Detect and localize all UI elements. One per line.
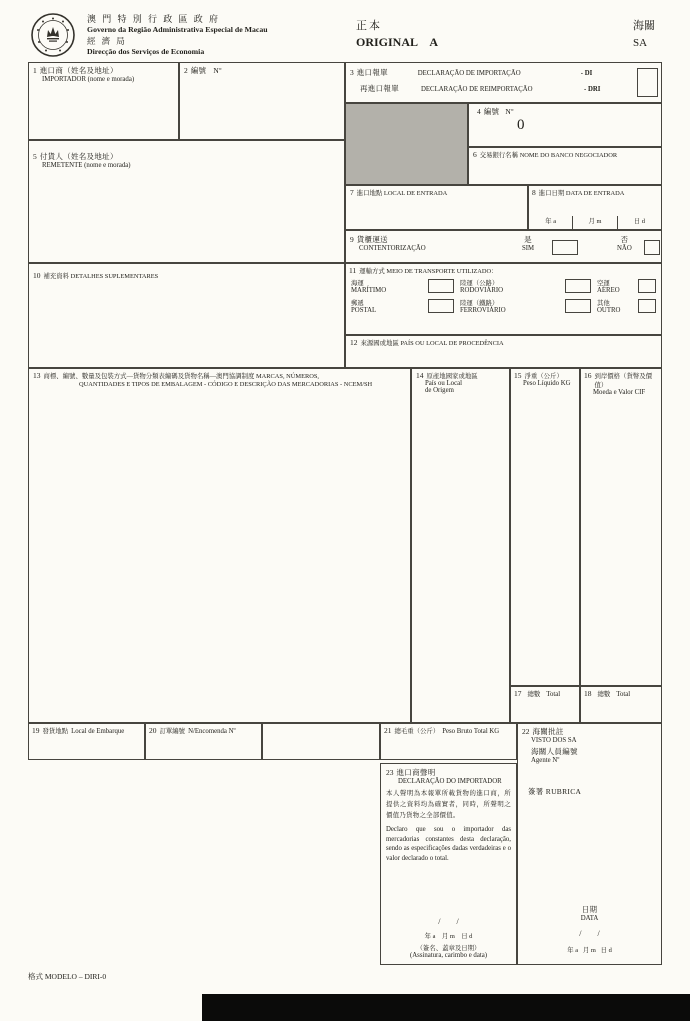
field-16-label-pt: Moeda e Valor CIF xyxy=(593,389,646,396)
field-22-label xyxy=(522,726,657,737)
field-2-label-pt: Nº xyxy=(213,66,222,75)
transport-row-1 xyxy=(349,278,658,294)
field-6-number: 6 xyxy=(473,150,477,159)
field-18-label-cn: 總數 xyxy=(597,691,611,698)
declaration-date-ymd: 年 a 月 m 日 d xyxy=(424,933,473,940)
transport-option-aereo xyxy=(597,278,656,294)
entry-date-month-cell[interactable]: 月 m xyxy=(572,216,616,229)
field-12-country-of-provenance[interactable] xyxy=(345,335,662,368)
transport-option-rodoviario xyxy=(460,278,591,294)
field-6-label xyxy=(473,150,657,159)
declaration-sign-block[interactable] xyxy=(381,917,516,959)
agent-number-label-pt: Agente Nº xyxy=(531,757,560,764)
field-23-label-cn: 進口商聲明 xyxy=(396,768,436,777)
field-20-order-number[interactable] xyxy=(145,723,262,760)
field-21-label-cn: 總毛重（公斤） xyxy=(394,728,440,735)
field-21-label-pt: Peso Bruto Total KG xyxy=(442,728,500,735)
field-18-number: 18 xyxy=(584,689,592,698)
no-label-cn: 否 xyxy=(620,235,629,244)
government-name-pt: Governo da Região Administrativa Especial de Macau xyxy=(87,25,268,34)
field-16-cif-value[interactable] xyxy=(580,368,662,686)
aereo-label-cn: 空運 xyxy=(597,280,610,287)
field-22-label-pt: VISTO DOS SA xyxy=(531,737,577,744)
field-4-label-pt: Nº xyxy=(505,107,514,116)
declaration-date-slashes: / / xyxy=(438,917,459,926)
ferroviario-label-pt: FERROVIÁRIO xyxy=(460,307,506,314)
field-15-label-cn: 淨重（公斤） xyxy=(524,373,563,380)
declaration-reimport-code: - DRI xyxy=(584,86,601,93)
field-8-number: 8 xyxy=(532,188,536,197)
declaration-body-cn: 本人聲明為本報單所載貨物的進口商，所提供之資料均為確實者，同時，所聲明之價值乃貨物之全部價值。 xyxy=(386,790,511,819)
copy-type-cn: 正本 xyxy=(356,20,382,32)
field-17-total-net-weight[interactable] xyxy=(510,686,580,723)
field-13-label-line2: QUANTIDADES E TIPOS DE EMBALAGEM - CÓDIGO E DESCRIÇÃO DAS MERCADORIAS - NCEM/SH xyxy=(79,381,373,388)
field-22-customs-visa[interactable] xyxy=(517,723,662,965)
entry-date-day-cell[interactable]: 日 d xyxy=(617,216,661,229)
rubrica-label: 簽署 RUBRICA xyxy=(528,787,582,796)
yes-label-cn: 是 xyxy=(524,235,532,244)
field-13-label xyxy=(33,371,406,380)
customs-date-ymd: 年 a 月 m 日 d xyxy=(567,947,612,954)
outro-checkbox[interactable] xyxy=(638,299,656,313)
department-name-pt: Direcção dos Serviços de Economia xyxy=(87,47,205,56)
transport-option-maritimo xyxy=(351,278,454,294)
declaration-reimport-row xyxy=(350,83,657,94)
field-7-place-of-entry[interactable] xyxy=(345,185,528,230)
field-14-number: 14 xyxy=(416,371,424,380)
transport-option-ferroviario xyxy=(460,298,591,314)
aereo-label-pt: AÉREO xyxy=(597,287,620,294)
declaration-reimport-pt: DECLARAÇÃO DE REIMPORTAÇÃO xyxy=(421,86,533,93)
field-1-label xyxy=(33,65,174,76)
declaration-import-pt: DECLARAÇÃO DE IMPORTAÇÃO xyxy=(417,70,521,77)
field-22-number: 22 xyxy=(522,727,530,736)
aereo-checkbox[interactable] xyxy=(638,279,656,293)
field-1-number: 1 xyxy=(33,66,37,75)
shaded-official-use-area xyxy=(345,103,468,185)
field-5-label-pt: REMETENTE (nome e morada) xyxy=(42,162,131,169)
rodoviario-label-cn: 陸運（公路） xyxy=(460,280,499,287)
declaration-reimport-cn: 再進口報單 xyxy=(360,84,399,93)
field-17-label xyxy=(514,689,576,698)
government-name-cn: 澳 門 特 別 行 政 區 政 府 xyxy=(87,14,221,24)
field-6-label-text: 交易銀行名稱 NOME DO BANCO NEGOCIADOR xyxy=(479,152,618,159)
field-22-label-cn: 海關批註 xyxy=(532,727,564,736)
field-5-label-cn: 付貨人（姓名及地址） xyxy=(39,152,118,161)
field-3-number: 3 xyxy=(350,68,354,77)
field-14-label-pt1: País ou Local xyxy=(425,380,462,387)
field-21-number: 21 xyxy=(384,726,392,735)
field-3-declaration-type xyxy=(345,62,662,103)
field-8-label-text: 進口日期 DATA DE ENTRADA xyxy=(538,190,625,197)
postal-checkbox[interactable] xyxy=(428,299,454,313)
outro-label-cn: 其他 xyxy=(597,300,610,307)
containerized-yes-checkbox[interactable] xyxy=(552,240,578,255)
ferroviario-checkbox[interactable] xyxy=(565,299,591,313)
field-7-label xyxy=(350,188,523,197)
field-4-number: 4 xyxy=(477,107,481,116)
field-20-number: 20 xyxy=(149,726,157,735)
agent-number-label-cn: 海關人員編號 xyxy=(531,747,578,756)
field-20-label xyxy=(149,726,258,735)
field-13-label-line1: 商標、編號、數量及包裝方式—貨物分類表編碼及貨物名稱—澳門協調制度 MARCAS, NÚMEROS, xyxy=(43,373,320,380)
field-10-number: 10 xyxy=(33,271,41,280)
copy-type-pt: ORIGINAL xyxy=(356,35,418,49)
field-15-number: 15 xyxy=(514,371,522,380)
field-19-number: 19 xyxy=(32,726,40,735)
field-17-label-pt: Total xyxy=(546,691,561,698)
containerized-no-label xyxy=(617,234,632,252)
customs-label-cn: 海關 xyxy=(633,20,655,32)
field-20-label-cn: 訂單編號 xyxy=(159,728,186,735)
field-11-transport-mode xyxy=(345,263,662,335)
field-14-label-cn: 原產地國家或地區 xyxy=(426,373,478,380)
declaration-import-code: - DI xyxy=(580,70,593,77)
field-10-label-text: 補充資料 DETALHES SUPLEMENTARES xyxy=(43,273,159,280)
declaration-import-row xyxy=(350,67,657,78)
customs-date-label-pt: DATA xyxy=(580,915,599,922)
field-23-number: 23 xyxy=(386,768,394,777)
field-5-number: 5 xyxy=(33,152,37,161)
maritimo-label-pt: MARÍTIMO xyxy=(351,287,387,294)
field-21-total-gross-weight[interactable] xyxy=(380,723,517,760)
transport-option-outro xyxy=(597,298,656,314)
field-14-label-pt2: de Origem xyxy=(425,387,454,394)
field-14-country-of-origin[interactable] xyxy=(411,368,510,723)
scan-artifact-bar xyxy=(202,994,690,1021)
field-11-number: 11 xyxy=(349,266,357,275)
field-19-label xyxy=(32,726,141,735)
field-11-label xyxy=(349,266,658,275)
postal-label-cn: 郵遞 xyxy=(351,300,364,307)
yes-label-pt: SIM xyxy=(522,245,535,252)
maritimo-checkbox[interactable] xyxy=(428,279,454,293)
field-21-label xyxy=(384,726,513,735)
issuer-block xyxy=(87,12,268,56)
field-15-net-weight[interactable] xyxy=(510,368,580,686)
field-4-declaration-number[interactable] xyxy=(468,103,662,147)
field-15-label-pt: Peso Líquido KG xyxy=(523,380,571,387)
field-18-total-value[interactable] xyxy=(580,686,662,723)
field-19-place-of-shipment[interactable] xyxy=(28,723,145,760)
customs-copy-block xyxy=(633,17,655,49)
field-23-label xyxy=(386,767,511,778)
field-9-containerized xyxy=(345,230,662,263)
customs-code: SA xyxy=(633,37,648,49)
field-17-label-cn: 總數 xyxy=(527,691,541,698)
field-16-label xyxy=(584,371,658,389)
field-16-label-cn: 到岸價格（貨幣及價值） xyxy=(594,373,653,389)
outro-label-pt: OUTRO xyxy=(597,307,621,314)
field-2-number: 2 xyxy=(184,66,188,75)
field-5-label xyxy=(33,151,340,162)
field-10-supplementary-details[interactable] xyxy=(28,263,345,368)
field-18-label xyxy=(584,689,658,698)
department-name-cn: 經 濟 局 xyxy=(87,36,127,46)
field-2-label xyxy=(184,65,340,76)
copy-type-code: A xyxy=(429,35,439,49)
field-9-label-pt: CONTENTORIZAÇÃO xyxy=(359,245,426,252)
field-17-number: 17 xyxy=(514,689,522,698)
field-19-label-cn: 發貨地點 xyxy=(42,728,69,735)
field-8-label xyxy=(532,188,658,197)
entry-date-year-cell[interactable]: 年 a xyxy=(545,218,557,225)
field-4-value: 0 xyxy=(517,117,525,133)
copy-type-block xyxy=(356,17,438,50)
entry-date-strip xyxy=(529,216,661,229)
field-8-date-of-entry[interactable] xyxy=(528,185,662,230)
field-1-importer[interactable] xyxy=(28,62,179,140)
field-12-label-text: 來源國或地區 PAÍS OU LOCAL DE PROCEDÊNCIA xyxy=(360,340,504,347)
maritimo-label-cn: 海運 xyxy=(351,280,364,287)
declaration-type-checkbox[interactable] xyxy=(637,68,658,97)
form-model-code: 格式 MODELO – DIRI-0 xyxy=(28,972,107,981)
postal-label-pt: POSTAL xyxy=(351,307,377,314)
rodoviario-label-pt: RODOVIÁRIO xyxy=(460,287,504,294)
ferroviario-label-cn: 陸運（鐵路） xyxy=(460,300,499,307)
field-13-number: 13 xyxy=(33,371,41,380)
macau-government-seal-icon xyxy=(30,12,76,58)
no-label-pt: NÃO xyxy=(617,245,632,252)
transport-row-2 xyxy=(349,298,658,314)
field-7-label-text: 進口地點 LOCAL DE ENTRADA xyxy=(356,190,448,197)
field-18-label-pt: Total xyxy=(616,691,631,698)
field-23-importer-declaration[interactable] xyxy=(380,763,517,965)
field-23-label-pt: DECLARAÇÃO DO IMPORTADOR xyxy=(398,778,502,785)
field-9-label-cn: 貨櫃運送 xyxy=(356,235,388,244)
customs-date-block[interactable] xyxy=(518,904,661,954)
signature-caption-pt: (Assinatura, carimbo e data) xyxy=(410,952,487,959)
field-9-label xyxy=(350,234,426,252)
field-1-label-cn: 進口商（姓名及地址） xyxy=(39,66,118,75)
field-4-label xyxy=(473,106,657,117)
field-20-label-pt: N/Encomenda Nº xyxy=(188,728,236,735)
customs-date-slashes: / / xyxy=(579,929,600,938)
field-10-label xyxy=(33,271,340,280)
field-1-label-pt: IMPORTADOR (nome e morada) xyxy=(42,76,135,83)
field-19-label-pt: Local de Embarque xyxy=(71,728,125,735)
rodoviario-checkbox[interactable] xyxy=(565,279,591,293)
field-13-goods-description[interactable] xyxy=(28,368,411,723)
transport-option-postal xyxy=(351,298,454,314)
containerized-no-checkbox[interactable] xyxy=(644,240,660,255)
containerized-yes-label xyxy=(522,234,534,252)
field-6-negotiating-bank[interactable] xyxy=(468,147,662,185)
field-7-number: 7 xyxy=(350,188,354,197)
field-2-importer-number[interactable] xyxy=(179,62,345,140)
field-12-number: 12 xyxy=(350,338,358,347)
field-4-label-cn: 編號 xyxy=(483,107,500,116)
customs-date-label-cn: 日期 xyxy=(581,905,598,914)
field-12-label xyxy=(350,338,657,347)
field-14-label xyxy=(416,371,505,380)
field-16-number: 16 xyxy=(584,371,592,380)
field-9-number: 9 xyxy=(350,235,354,244)
declaration-import-cn: 進口報單 xyxy=(356,68,388,77)
field-11-label-text: 運輸方式 MEIO DE TRANSPORTE UTILIZADO： xyxy=(359,268,498,275)
unnumbered-blank-cell[interactable] xyxy=(262,723,380,760)
field-15-label xyxy=(514,371,576,380)
declaration-body-pt: Declaro que sou o importador das mercadorias constantes desta declaração, sendo as especificações dadas verdadeiras e o valor declarado o total. xyxy=(386,825,511,863)
field-5-consignor[interactable] xyxy=(28,140,345,263)
field-2-label-cn: 編號 xyxy=(190,66,207,75)
signature-caption-cn: （簽名、蓋章及日期） xyxy=(416,945,481,952)
